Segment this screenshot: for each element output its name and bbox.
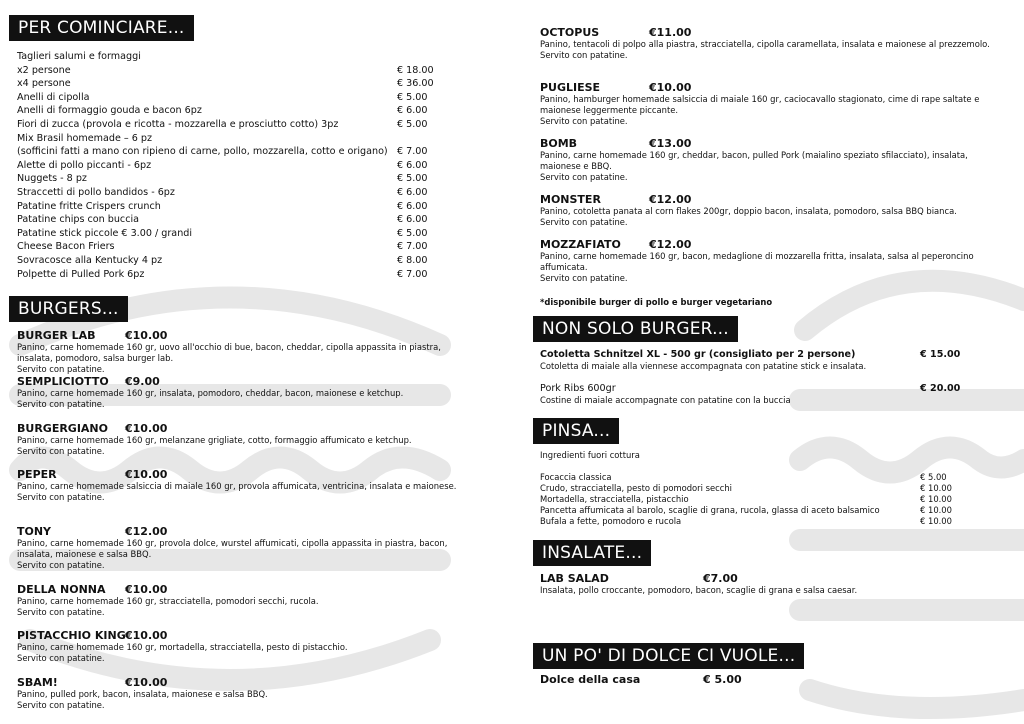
item-name: Cheese Bacon Friers: [17, 241, 115, 253]
item-name: BOMB: [540, 137, 578, 150]
starter-row: [17, 77, 457, 91]
menu-item: [17, 375, 457, 422]
item-name: MOZZAFIATO: [540, 238, 621, 251]
item-side: Servito con patatine.: [17, 492, 105, 502]
menu-item: [17, 583, 457, 629]
item-name: Sovracosce alla Kentucky 4 pz: [17, 254, 163, 266]
item-price: €10.00: [125, 629, 168, 642]
item-description: Panino, carne homemade salsiccia di maiale 160 gr, provola affumicata, ventricina, insalata e maionese.: [17, 481, 457, 491]
item-name: Anelli di cipolla: [17, 91, 90, 103]
item-price: € 6.00: [397, 186, 428, 198]
item-name: Patatine chips con buccia: [17, 214, 140, 226]
item-price: €9.00: [125, 375, 160, 388]
item-name: Mortadella, stracciatella, pistacchio: [540, 494, 689, 504]
item-name: PEPER: [17, 468, 57, 481]
item-description: Panino, carne homemade 160 gr, melanzane grigliate, cotto, formaggio affumicato e ketchup.: [17, 435, 412, 445]
item-price: € 7.00: [397, 241, 428, 253]
item-description: Panino, carne homemade 160 gr, provola dolce, wurstel affumicati, cipolla appassita in piastra, bacon, insalata, maionese e salsa BBQ.: [17, 538, 448, 559]
section-header-burgers: BURGERS...: [9, 296, 128, 322]
starter-row: [17, 159, 457, 173]
item-name: TONY: [17, 525, 52, 538]
item-price: € 5.00: [397, 173, 428, 185]
item-description: Panino, cotoletta panata al corn flakes 200gr, doppio bacon, insalata, pomodoro, salsa BBQ bianca.: [540, 206, 957, 216]
item-price: € 10.00: [920, 505, 952, 515]
burgers-list: [17, 329, 457, 716]
item-price: € 5.00: [397, 227, 428, 239]
availability-note: *disponibile burger di pollo e burger vegetariano: [540, 297, 773, 307]
item-name: (sofficini fatti a mano con ripieno di carne, pollo, mozzarella, cotto e origano): [17, 146, 388, 158]
item-description: Panino, pulled pork, bacon, insalata, maionese e salsa BBQ.: [17, 689, 268, 699]
item-description: Panino, hamburger homemade salsiccia di maiale 160 gr, caciocavallo stagionato, cime di rape saltate e maionese leggermente piccante.: [540, 94, 980, 115]
item-price: € 5.00: [920, 472, 947, 482]
item-description: Costine di maiale accompagnate con patatine con la buccia: [540, 395, 791, 405]
item-side: Servito con patatine.: [17, 607, 105, 617]
pinsa-list: [540, 472, 970, 527]
starter-row: [17, 227, 457, 241]
item-name: BURGERGIANO: [17, 422, 108, 435]
menu-item: [540, 26, 990, 81]
item-price: €12.00: [125, 525, 168, 538]
item-price: €7.00: [703, 572, 738, 585]
pinsa-row: [540, 494, 970, 505]
starter-row: [17, 268, 457, 282]
pinsa-row: [540, 483, 970, 494]
item-name: Taglieri salumi e formaggi: [17, 51, 141, 62]
item-price: € 6.00: [397, 214, 428, 226]
item-price: € 5.00: [397, 118, 428, 130]
item-price: € 6.00: [397, 159, 428, 171]
item-price: € 8.00: [397, 254, 428, 266]
starter-row: [17, 132, 457, 146]
menu-item: [17, 676, 457, 716]
menu-item: [540, 382, 970, 406]
non-solo-list: [540, 348, 970, 406]
item-name: Pancetta affumicata al barolo, scaglie di grana, rucola, glassa di aceto balsamico: [540, 505, 880, 515]
item-price: € 5.00: [397, 91, 428, 103]
item-price: € 10.00: [920, 494, 952, 504]
starter-row: [17, 64, 457, 78]
item-price: € 7.00: [397, 146, 428, 158]
insalate-list: [540, 572, 970, 596]
section-header-starters: PER COMINCIARE...: [9, 15, 194, 41]
starter-row: [17, 254, 457, 268]
starter-row: [17, 186, 457, 200]
starter-row: [17, 91, 457, 105]
item-price: €12.00: [649, 193, 692, 206]
item-price: €13.00: [649, 137, 692, 150]
item-description: Panino, carne homemade 160 gr, cheddar, bacon, pulled Pork (maialino speziato sfilacciato), insalata, maionese e BBQ.: [540, 150, 968, 171]
item-price: € 10.00: [920, 516, 952, 526]
dolce-list: [540, 673, 970, 686]
item-price: € 18.00: [397, 64, 434, 76]
item-description: Insalata, pollo croccante, pomodoro, bacon, scaglie di grana e salsa caesar.: [540, 585, 858, 595]
item-price: €11.00: [649, 26, 692, 39]
item-name: Straccetti di pollo bandidos - 6pz: [17, 186, 175, 198]
item-side: Servito con patatine.: [540, 172, 628, 182]
menu-item: [540, 193, 990, 238]
item-price: €12.00: [649, 238, 692, 251]
item-name: DELLA NONNA: [17, 583, 106, 596]
pinsa-row: [540, 505, 970, 516]
item-price: € 7.00: [397, 268, 428, 280]
item-side: Servito con patatine.: [540, 273, 628, 283]
item-name: Crudo, stracciatella, pesto di pomodori secchi: [540, 483, 732, 493]
item-name: Pork Ribs 600gr: [540, 383, 616, 394]
item-side: Servito con patatine.: [17, 364, 105, 374]
starter-row: [17, 118, 457, 132]
item-description: Cotoletta di maiale alla viennese accompagnata con patatine stick e insalata.: [540, 361, 867, 371]
menu-item: [17, 422, 457, 468]
menu-item: [540, 572, 970, 596]
item-name: PUGLIESE: [540, 81, 601, 94]
item-description: Panino, carne homemade 160 gr, stracciatella, pomodori secchi, rucola.: [17, 596, 319, 606]
item-name: Focaccia classica: [540, 472, 612, 482]
burgers-list-2: [540, 26, 990, 294]
item-side: Servito con patatine.: [17, 560, 105, 570]
item-name: Patatine stick piccole € 3.00 / grandi: [17, 227, 193, 239]
menu-item: [17, 525, 457, 583]
item-name: OCTOPUS: [540, 26, 600, 39]
pinsa-subtitle: Ingredienti fuori cottura: [540, 450, 640, 460]
item-name: BURGER LAB: [17, 329, 96, 342]
item-price: € 10.00: [920, 483, 952, 493]
item-side: Servito con patatine.: [540, 217, 628, 227]
item-name: x4 persone: [17, 78, 71, 90]
item-name: MONSTER: [540, 193, 601, 206]
starter-row: [17, 104, 457, 118]
item-description: Panino, carne homemade 160 gr, insalata, pomodoro, cheddar, bacon, maionese e ketchup.: [17, 388, 404, 398]
starter-row: [17, 172, 457, 186]
item-name: x2 persone: [17, 64, 71, 76]
item-name: Nuggets - 8 pz: [17, 173, 87, 185]
menu-item: [540, 348, 970, 382]
item-description: Panino, carne homemade 160 gr, uovo all'occhio di bue, bacon, cheddar, cipolla appassita in piastra, insalata, pomodoro, salsa burger lab.: [17, 342, 441, 363]
item-name: LAB SALAD: [540, 572, 609, 585]
item-side: Servito con patatine.: [540, 116, 628, 126]
menu-item: [540, 81, 990, 137]
item-description: Panino, carne homemade 160 gr, bacon, medaglione di mozzarella fritta, insalata, salsa al peperoncino affumicata.: [540, 251, 974, 272]
section-header-insalate: INSALATE...: [533, 540, 651, 566]
starters-list: [17, 50, 457, 281]
item-side: Servito con patatine.: [17, 446, 105, 456]
item-side: Servito con patatine.: [540, 50, 628, 60]
section-header-pinsa: PINSA...: [533, 418, 619, 444]
item-price: € 5.00: [703, 673, 742, 686]
item-name: PISTACCHIO KING: [17, 629, 126, 642]
item-name: Polpette di Pulled Pork 6pz: [17, 268, 145, 280]
starter-row: [17, 145, 457, 159]
item-description: Panino, tentacoli di polpo alla piastra, stracciatella, cipolla caramellata, insalata e maionese al prezzemolo.: [540, 39, 990, 49]
item-name: Dolce della casa: [540, 673, 641, 686]
menu-item: [17, 468, 457, 525]
item-price: €10.00: [125, 422, 168, 435]
starter-row: [17, 50, 457, 64]
menu-item: [540, 238, 990, 294]
item-name: Cotoletta Schnitzel XL - 500 gr (consigliato per 2 persone): [540, 349, 856, 360]
menu-item: [540, 673, 970, 686]
item-price: €10.00: [125, 583, 168, 596]
item-price: € 15.00: [920, 349, 961, 360]
item-side: Servito con patatine.: [17, 399, 105, 409]
item-price: € 6.00: [397, 105, 428, 117]
item-price: € 36.00: [397, 78, 434, 90]
item-name: Alette di pollo piccanti - 6pz: [17, 159, 152, 171]
starter-row: [17, 240, 457, 254]
item-price: €10.00: [649, 81, 692, 94]
starter-row: [17, 200, 457, 214]
pinsa-row: [540, 472, 970, 483]
item-name: SBAM!: [17, 676, 58, 689]
item-name: SEMPLICIOTTO: [17, 375, 109, 388]
item-name: Fiori di zucca (provola e ricotta - mozzarella e prosciutto cotto) 3pz: [17, 118, 339, 130]
section-header-non-solo-burger: NON SOLO BURGER...: [533, 316, 738, 342]
item-side: Servito con patatine.: [17, 653, 105, 663]
item-name: Mix Brasil homemade – 6 pz: [17, 132, 153, 144]
item-name: Anelli di formaggio gouda e bacon 6pz: [17, 105, 202, 117]
menu-item: [17, 629, 457, 676]
item-price: € 6.00: [397, 200, 428, 212]
section-header-dolce: UN PO' DI DOLCE CI VUOLE...: [533, 643, 804, 669]
item-name: Bufala a fette, pomodoro e rucola: [540, 516, 682, 526]
item-side: Servito con patatine.: [17, 700, 105, 710]
item-price: € 20.00: [920, 383, 961, 394]
item-price: €10.00: [125, 468, 168, 481]
item-name: Patatine fritte Crispers crunch: [17, 200, 161, 212]
starter-row: [17, 213, 457, 227]
item-description: Panino, carne homemade 160 gr, mortadella, stracciatella, pesto di pistacchio.: [17, 642, 348, 652]
item-price: €10.00: [125, 329, 168, 342]
item-price: €10.00: [125, 676, 168, 689]
pinsa-row: [540, 516, 970, 527]
menu-item: [17, 329, 457, 375]
menu-item: [540, 137, 990, 193]
